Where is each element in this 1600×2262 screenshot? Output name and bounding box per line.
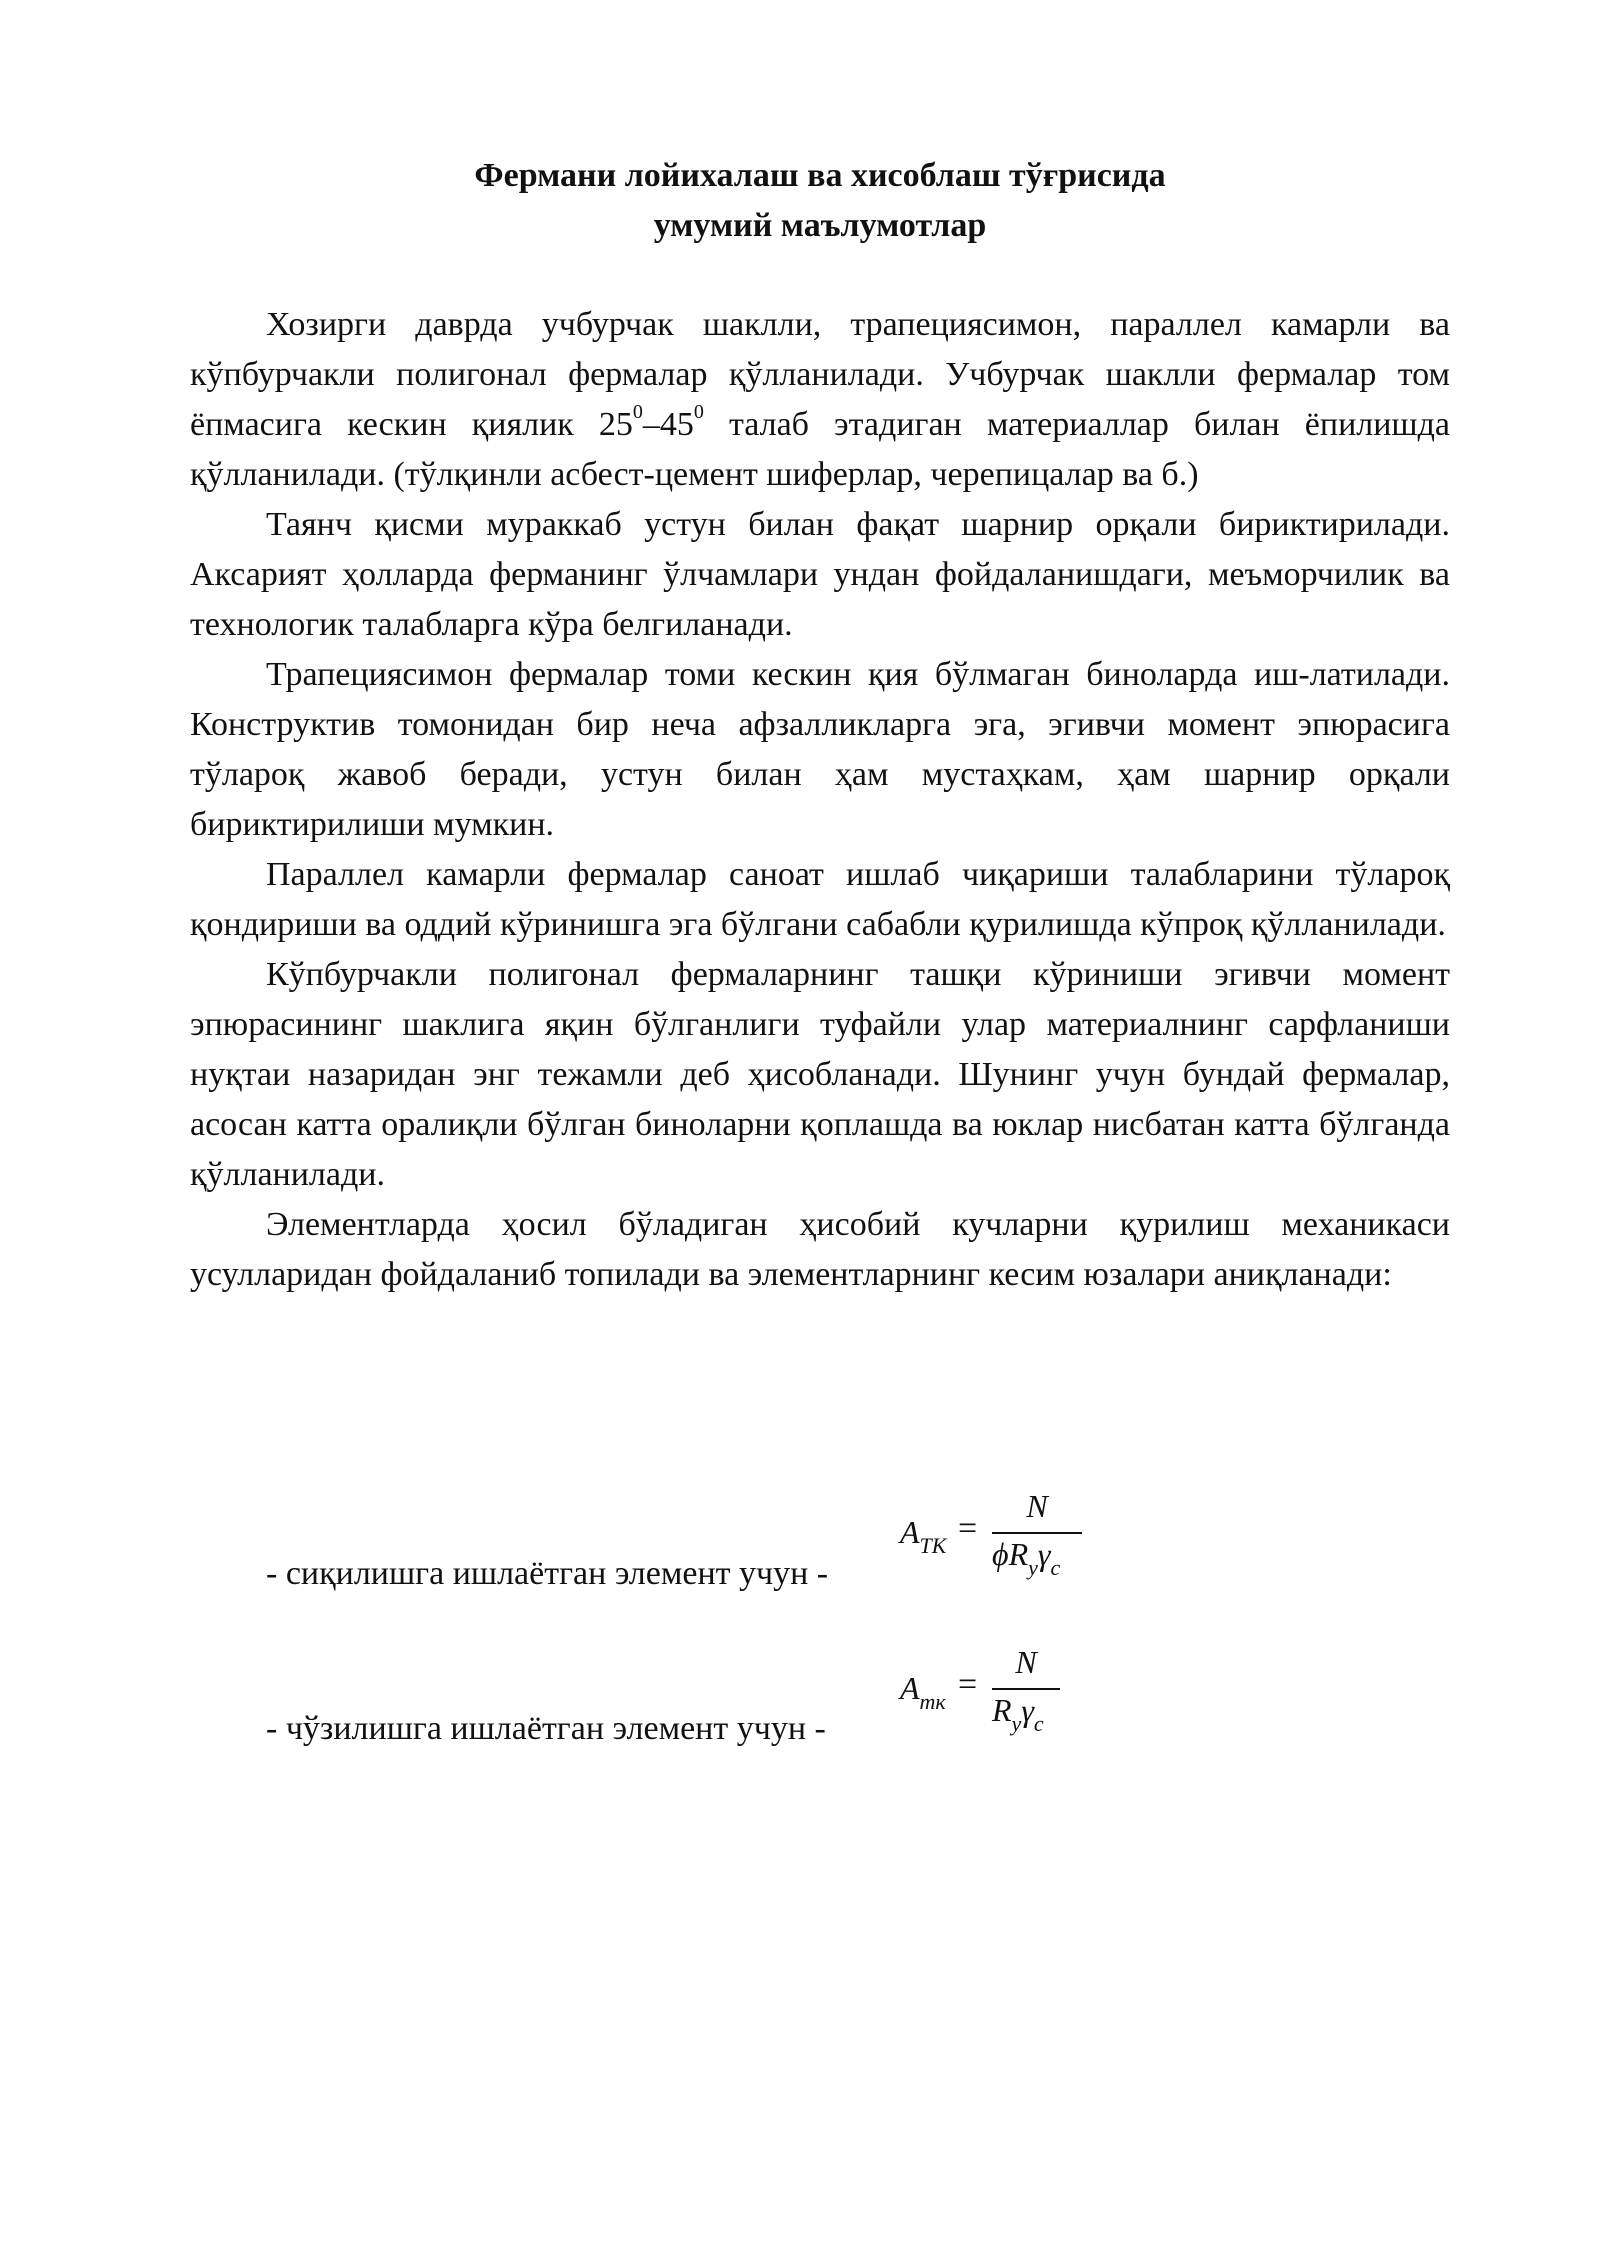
degree-superscript: 0 [693, 401, 704, 423]
paragraph-2: Таянч қисми мураккаб устун билан фақат шарнир орқали бириктирилади. Аксарият ҳолларда ферманинг ўлчамлари ундан фойдаланишдаги, меъморчилик ва технологик талабларга кўра белгиланади. [190, 506, 1450, 643]
formula-denominator [992, 1536, 1061, 1580]
formula-equals: = [958, 1666, 978, 1703]
formula-den-sub-c: c [1033, 1711, 1044, 1736]
formula-lhs [900, 1670, 946, 1714]
paragraph-1-text-c: талаб этадиган материаллар билан ёпилишда қўлланилади. (тўлқинли асбест-цемент шиферлар, черепицалар ва б.) [190, 406, 1451, 493]
formula-numerator: N [1015, 1644, 1037, 1680]
formula-lhs-subscript: TK [919, 1533, 947, 1558]
formula-den-phi-r: ϕR [992, 1536, 1029, 1572]
formula-lhs-symbol: A [900, 1670, 920, 1706]
formula-den-sub-c: c [1050, 1555, 1061, 1580]
formula-den-sub-y: y [1011, 1711, 1022, 1736]
fraction-bar [992, 1688, 1060, 1690]
compression-area-formula [900, 1488, 1100, 1588]
formula-den-gamma: γ [1037, 1536, 1051, 1572]
paragraph-3: Трапециясимон фермалар томи кескин қия бўлмаган биноларда иш-латилади. Конструктив томонидан бир неча афзалликларга эга, эгивчи момент эпюрасига тўлароқ жавоб беради, устун билан ҳам мустаҳкам, ҳам шарнир орқали бириктирилиши мумкин. [190, 656, 1450, 843]
paragraph-6: Элементларда ҳосил бўладиган ҳисобий кучларни қурилиш механикаси усулларидан фойдаланиб топилади ва элементларнинг кесим юзалари аниқланади: [190, 1206, 1450, 1293]
tension-area-formula [900, 1644, 1100, 1744]
formula-lhs [900, 1514, 947, 1558]
tension-formula-label: - чўзилишга ишлаётган элемент учун - [266, 1710, 826, 1747]
formula-lhs-subscript: тк [919, 1689, 946, 1714]
formula-denominator [992, 1692, 1044, 1736]
paragraph-4: Параллел камарли фермалар саноат ишлаб чиқариши талабларини тўлароқ қондириши ва оддий кўринишга эга бўлгани сабабли қурилишда кўпроқ қўлланилади. [190, 856, 1450, 943]
document-body [190, 300, 1450, 1300]
fraction-bar [992, 1532, 1082, 1534]
paragraph-1-text-a: Хозирги даврда учбурчак шаклли, трапециясимон, параллел камарли ва кўпбурчакли полигонал фермалар қўлланилади. Учбурчак шаклли фермалар том ёпмасига кескин қиялик 25 [190, 306, 1450, 443]
document-title-line-1: Фермани лойихалаш ва хисоблаш тўғрисида [474, 157, 1166, 194]
paragraph-1-text-b: –45 [642, 406, 694, 443]
degree-superscript: 0 [632, 401, 643, 423]
formula-equals: = [958, 1510, 978, 1547]
document-title-line-2: умумий маълумотлар [653, 207, 987, 244]
formula-lhs-symbol: A [900, 1514, 920, 1550]
compression-formula-label: - сиқилишга ишлаётган элемент учун - [266, 1555, 829, 1592]
paragraph-5: Кўпбурчакли полигонал фермаларнинг ташқи кўриниши эгивчи момент эпюрасининг шаклига яқин бўлганлиги туфайли улар материалнинг сарфланиши нуқтаи назаридан энг тежамли деб ҳисобланади. Шунинг учун бундай фермалар, асосан катта оралиқли бўлган биноларни қоплашда ва юклар нисбатан катта бўлганда қўлланилади. [190, 956, 1450, 1193]
paragraph-1 [190, 300, 1450, 500]
formula-den-sub-y: y [1028, 1555, 1038, 1580]
formula-den-r: R [992, 1692, 1012, 1728]
formula-numerator: N [1026, 1488, 1048, 1524]
formula-den-gamma: γ [1021, 1692, 1034, 1728]
